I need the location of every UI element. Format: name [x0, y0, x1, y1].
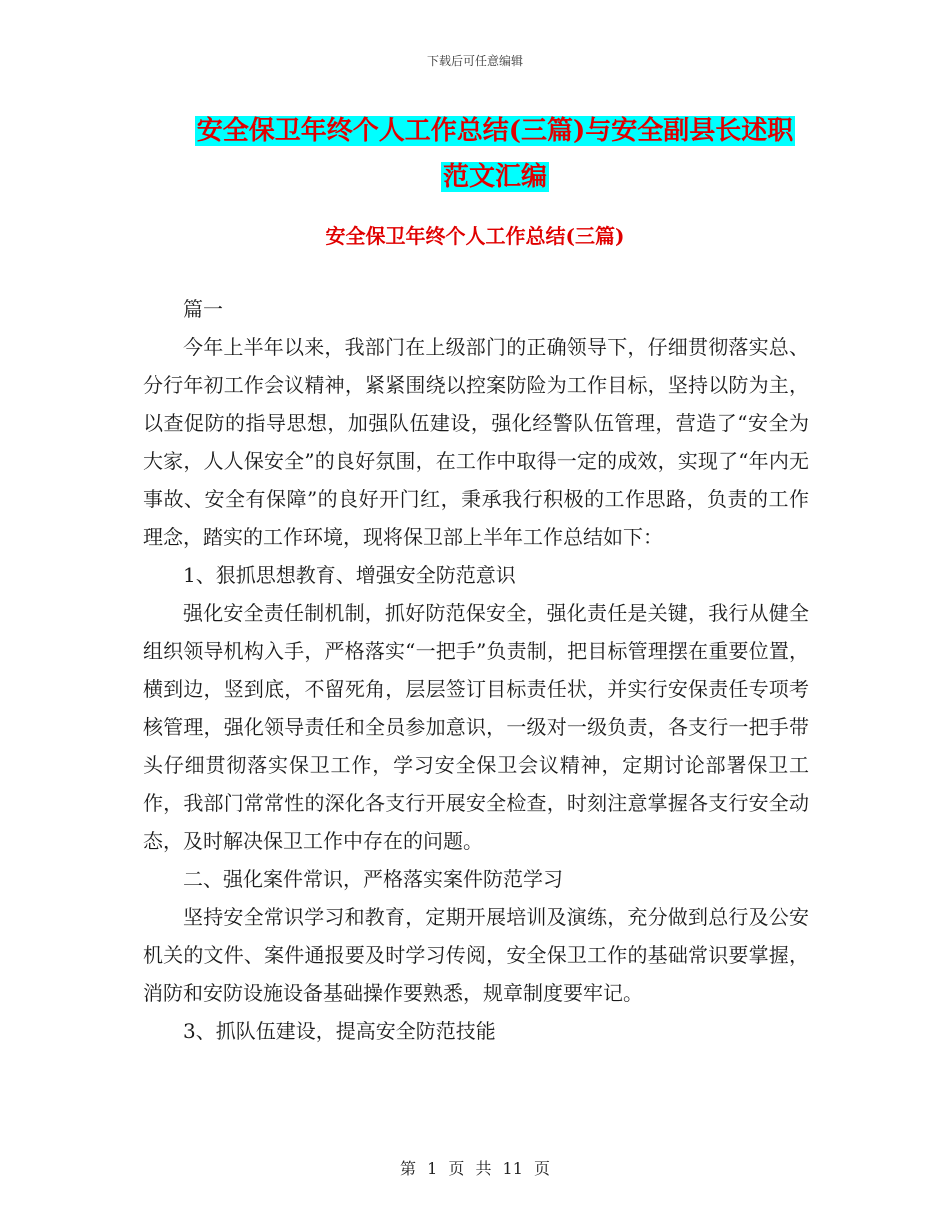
document-title-line1: 安全保卫年终个人工作总结(三篇)与安全副县长述职 — [196, 116, 794, 146]
header-note: 下载后可任意编辑 — [426, 54, 523, 68]
paragraph: 今年上半年以来，我部门在上级部门的正确领导下，仔细贯彻落实总、分行年初工作会议精神，紧紧围绕以控案防险为工作目标，坚持以防为主，以查促防的指导思想，加强队伍建设，强化经警队伍管理，营造了“安全为大家，人人保安全”的良好氛围，在工作中取得一定的成效，实现了“年内无事故、安全有保障”的良好开门红，秉承我行积极的工作思路，负责的工作理念，踏实的工作环境，现将保卫部上半年工作总结如下： — [143, 335, 809, 549]
document-title-line2: 范文汇编 — [442, 162, 547, 192]
section-title: 安全保卫年终个人工作总结(三篇) — [325, 224, 625, 248]
paragraph: 强化安全责任制机制，抓好防范保安全，强化责任是关键，我行从健全组织领导机构入手，严格落实“一把手”负责制，把目标管理摆在重要位置，横到边，竖到底，不留死角，层层签订目标责任状，并实行安保责任专项考核管理，强化领导责任和全员参加意识，一级对一级负责，各支行一把手带头仔细贯彻落实保卫工作，学习安全保卫会议精神，定期讨论部署保卫工作，我部门常常性的深化各支行开展安全检查，时刻注意掌握各支行安全动态，及时解决保卫工作中存在的问题。 — [143, 601, 809, 853]
page-footer: 第 1 页 共 11 页 — [400, 1159, 550, 1178]
paragraph: 坚持安全常识学习和教育，定期开展培训及演练，充分做到总行及公安机关的文件、案件通报要及时学习传阅，安全保卫工作的基础常识要掌握，消防和安防设施设备基础操作要熟悉，规章制度要牢记。 — [143, 905, 809, 1005]
paragraph: 篇一 — [183, 297, 223, 321]
paragraph: 3、抓队伍建设，提高安全防范技能 — [183, 1019, 496, 1043]
paragraph: 1、狠抓思想教育、增强安全防范意识 — [183, 563, 516, 587]
document-title — [175, 108, 815, 200]
paragraph: 二、强化案件常识，严格落实案件防范学习 — [183, 867, 563, 891]
document-body — [143, 290, 809, 1050]
